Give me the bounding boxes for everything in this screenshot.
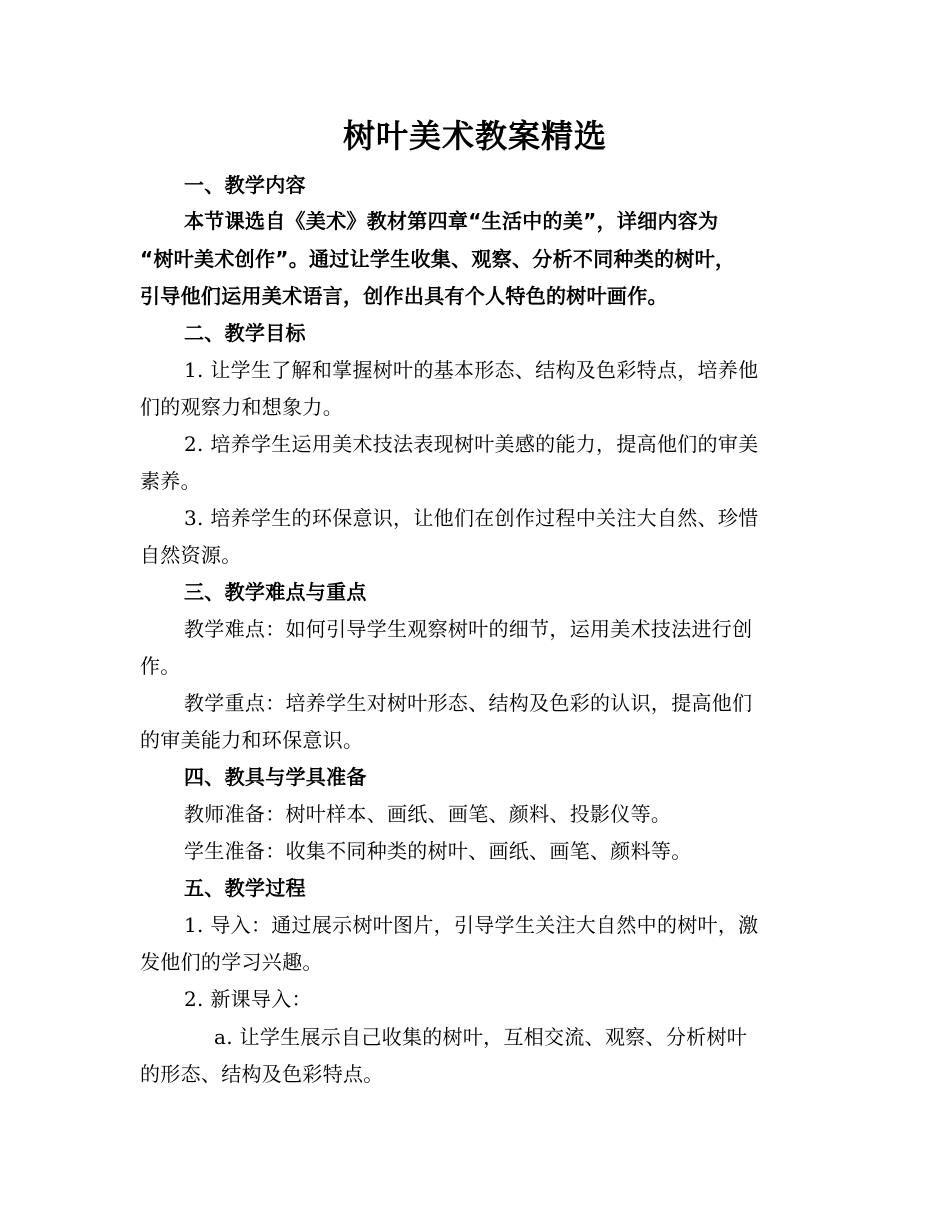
- paragraph-line: 引导他们运用美术语言，创作出具有个人特色的树叶画作。: [140, 284, 668, 308]
- paragraph-line: 们的观察力和想象力。: [140, 395, 343, 419]
- paragraph-line: 1. 让学生了解和掌握树叶的基本形态、结构及色彩特点，培养他: [184, 358, 759, 382]
- paragraph-line: 教师准备：树叶样本、画纸、画笔、颜料、投影仪等。: [184, 802, 672, 826]
- paragraph-line: 学生准备：收集不同种类的树叶、画纸、画笔、颜料等。: [184, 839, 692, 863]
- paragraph-line: a. 让学生展示自己收集的树叶，互相交流、观察、分析树叶: [214, 1025, 748, 1049]
- paragraph-line: 的形态、结构及色彩特点。: [140, 1062, 384, 1086]
- paragraph-line: 的审美能力和环保意识。: [140, 728, 364, 752]
- section-heading-goals: 二、教学目标: [184, 321, 306, 345]
- paragraph-line: 素养。: [140, 469, 201, 493]
- paragraph-line: 自然资源。: [140, 543, 242, 567]
- paragraph-line: 2. 培养学生运用美术技法表现树叶美感的能力，提高他们的审美: [184, 432, 759, 456]
- paragraph-line: 本节课选自《美术》教材第四章“生活中的美”，详细内容为: [184, 209, 719, 233]
- paragraph-line: 3. 培养学生的环保意识，让他们在创作过程中关注大自然、珍惜: [184, 506, 759, 530]
- paragraph-line: 1. 导入：通过展示树叶图片，引导学生关注大自然中的树叶，激: [184, 913, 759, 937]
- paragraph-line: 教学难点：如何引导学生观察树叶的细节，运用美术技法进行创: [184, 617, 753, 641]
- paragraph-line: 教学重点：培养学生对树叶形态、结构及色彩的认识，提高他们: [184, 691, 753, 715]
- document-title: 树叶美术教案精选: [342, 117, 607, 155]
- section-heading-content: 一、教学内容: [184, 173, 306, 197]
- paragraph-line: 2. 新课导入：: [184, 987, 312, 1011]
- section-heading-process: 五、教学过程: [184, 876, 306, 900]
- section-heading-difficulties: 三、教学难点与重点: [184, 580, 367, 604]
- paragraph-line: “树叶美术创作”。通过让学生收集、观察、分析不同种类的树叶，: [140, 247, 736, 271]
- section-heading-materials: 四、教具与学具准备: [184, 765, 367, 789]
- paragraph-line: 发他们的学习兴趣。: [140, 950, 323, 974]
- paragraph-line: 作。: [140, 654, 181, 678]
